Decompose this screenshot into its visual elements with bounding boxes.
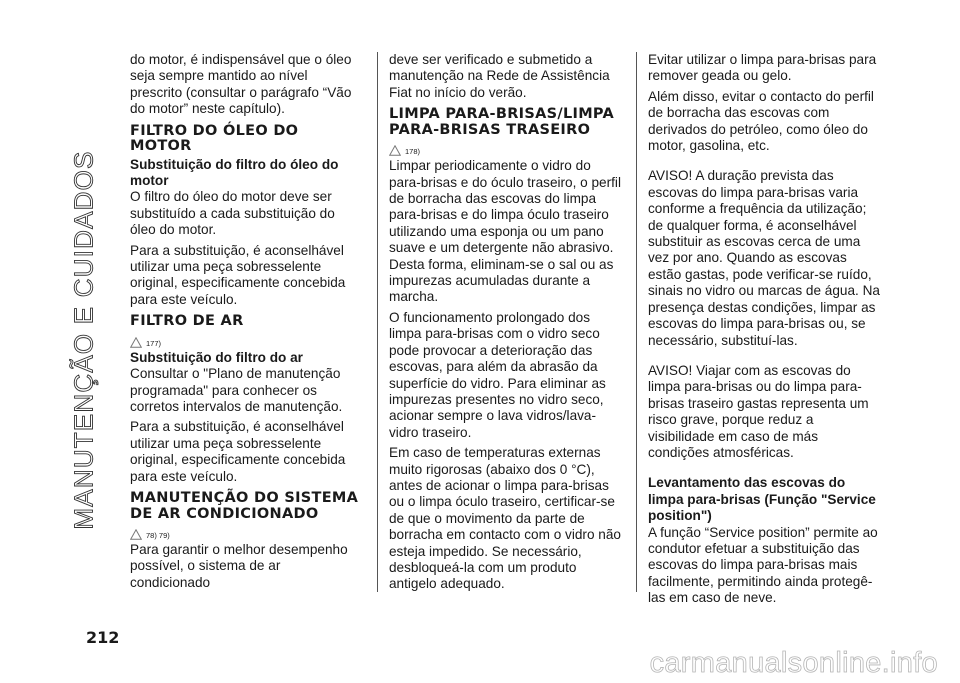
- section-heading-air-filter: FILTRO DE AR: [130, 313, 244, 330]
- paragraph: Limpar periodicamente o vidro do para-brisas e do óculo traseiro, o perfil de borracha das escovas do limpa para-brisas e do limpa óculo traseiro utilizando uma esponja ou um pano suave e um detergente não abrasivo. Desta forma, eliminam-se o sal ou as impurezas acumuladas durante a marcha.: [389, 158, 621, 305]
- reference-number: 178): [405, 147, 421, 157]
- paragraph: Para garantir o melhor desempenho possível, o sistema de ar condicionado: [130, 542, 348, 590]
- section-heading-ac-maintenance: MANUTENÇÃO DO SISTEMA DE AR CONDICIONADO: [130, 490, 359, 522]
- paragraph: A função “Service position” permite ao condutor efetuar a substituição das escovas do limpa para-brisas mais facilmente, permitindo ainda protegê-las em caso de neve.: [648, 524, 878, 606]
- paragraph: Consultar o "Plano de manutenção programada" para conhecer os corretos intervalos de manutenção.: [130, 366, 343, 414]
- column-3: [648, 52, 880, 611]
- warning-triangle-icon: [130, 337, 142, 348]
- paragraph: O filtro do óleo do motor deve ser substituído a cada substituição do óleo do motor.: [130, 189, 335, 238]
- paragraph: Evitar utilizar o limpa para-brisas para remover geada ou gelo.: [648, 52, 877, 84]
- subheading-air-filter-replacement: Substituição do filtro do ar: [130, 349, 303, 365]
- subheading-oil-filter-replacement: Substituição do filtro do óleo do motor: [130, 156, 339, 189]
- section-heading-wipers: LIMPA PARA-BRISAS/LIMPA PARA-BRISAS TRASEIRO: [389, 106, 615, 138]
- warning-triangle-icon: [130, 529, 142, 540]
- paragraph: Para a substituição, é aconselhável utilizar uma peça sobresselente original, especificamente concebida para este veículo.: [130, 419, 346, 484]
- warning-reference: [130, 524, 362, 540]
- column-divider: [636, 52, 637, 592]
- reference-number: 78) 79): [146, 531, 170, 541]
- warning-triangle-icon: [389, 145, 401, 156]
- paragraph: O funcionamento prolongado dos limpa para-brisas com o vidro seco pode provocar a deterioração das escovas, para além da abrasão da superfície do vidro. Para eliminar as impurezas presentes no vidro seco, acionar sempre o lava vidros/lava-vidro traseiro.: [389, 309, 606, 440]
- paragraph: deve ser verificado e submetido a manutenção na Rede de Assistência Fiat no início do verão.: [389, 52, 610, 100]
- section-heading-oil-filter: FILTRO DO ÓLEO DO MOTOR: [130, 122, 299, 155]
- watermark: carmanualsonline.info: [649, 647, 938, 679]
- notice-paragraph: AVISO! A duração prevista das escovas do limpa para-brisas varia conforme a frequência da utilização; de qualquer forma, é aconselhável substituir as escovas cerca de uma vez por ano. Quando as escovas estão gastas, pode verificar-se ruído, sinais no vidro ou marcas de água. Na presença destas condições, limpar as escovas do limpa para-brisas ou, se necessário, substituí-las.: [648, 168, 880, 348]
- paragraph: Para a substituição, é aconselhável utilizar uma peça sobresselente original, especificamente concebida para este veículo.: [130, 242, 346, 307]
- paragraph: do motor, é indispensável que o óleo seja sempre mantido ao nível prescrito (consultar o parágrafo “Vão do motor” neste capítulo).: [130, 52, 352, 117]
- paragraph: Em caso de temperaturas externas muito rigorosas (abaixo dos 0 °C), antes de acionar o limpa para-brisas ou o limpa óculo traseiro, certificar-se de que o movimento da parte de borracha em contacto com o vidro não esteja impedido. Se necessário, desbloqueá-la com um produto antigelo adequado.: [389, 445, 621, 592]
- column-1: [130, 52, 362, 595]
- subheading-service-position: Levantamento das escovas do limpa para-brisas (Função "Service position"): [648, 475, 876, 524]
- paragraph: Além disso, evitar o contacto do perfil de borracha das escovas com derivados do petróleo, como óleo do motor, gasolina, etc.: [648, 88, 874, 154]
- column-2: [389, 52, 621, 597]
- warning-reference: [130, 332, 362, 348]
- page-number: 212: [86, 628, 120, 647]
- column-divider: [377, 52, 378, 592]
- chapter-title: MANUTENÇÃO E CUIDADOS: [68, 150, 99, 530]
- notice-paragraph: AVISO! Viajar com as escovas do limpa para-brisas ou do limpa para-brisas traseiro gastas representa um risco grave, porque reduz a visibilidade em caso de más condições atmosféricas.: [648, 362, 869, 460]
- warning-reference: [389, 140, 621, 156]
- reference-number: 177): [146, 338, 162, 348]
